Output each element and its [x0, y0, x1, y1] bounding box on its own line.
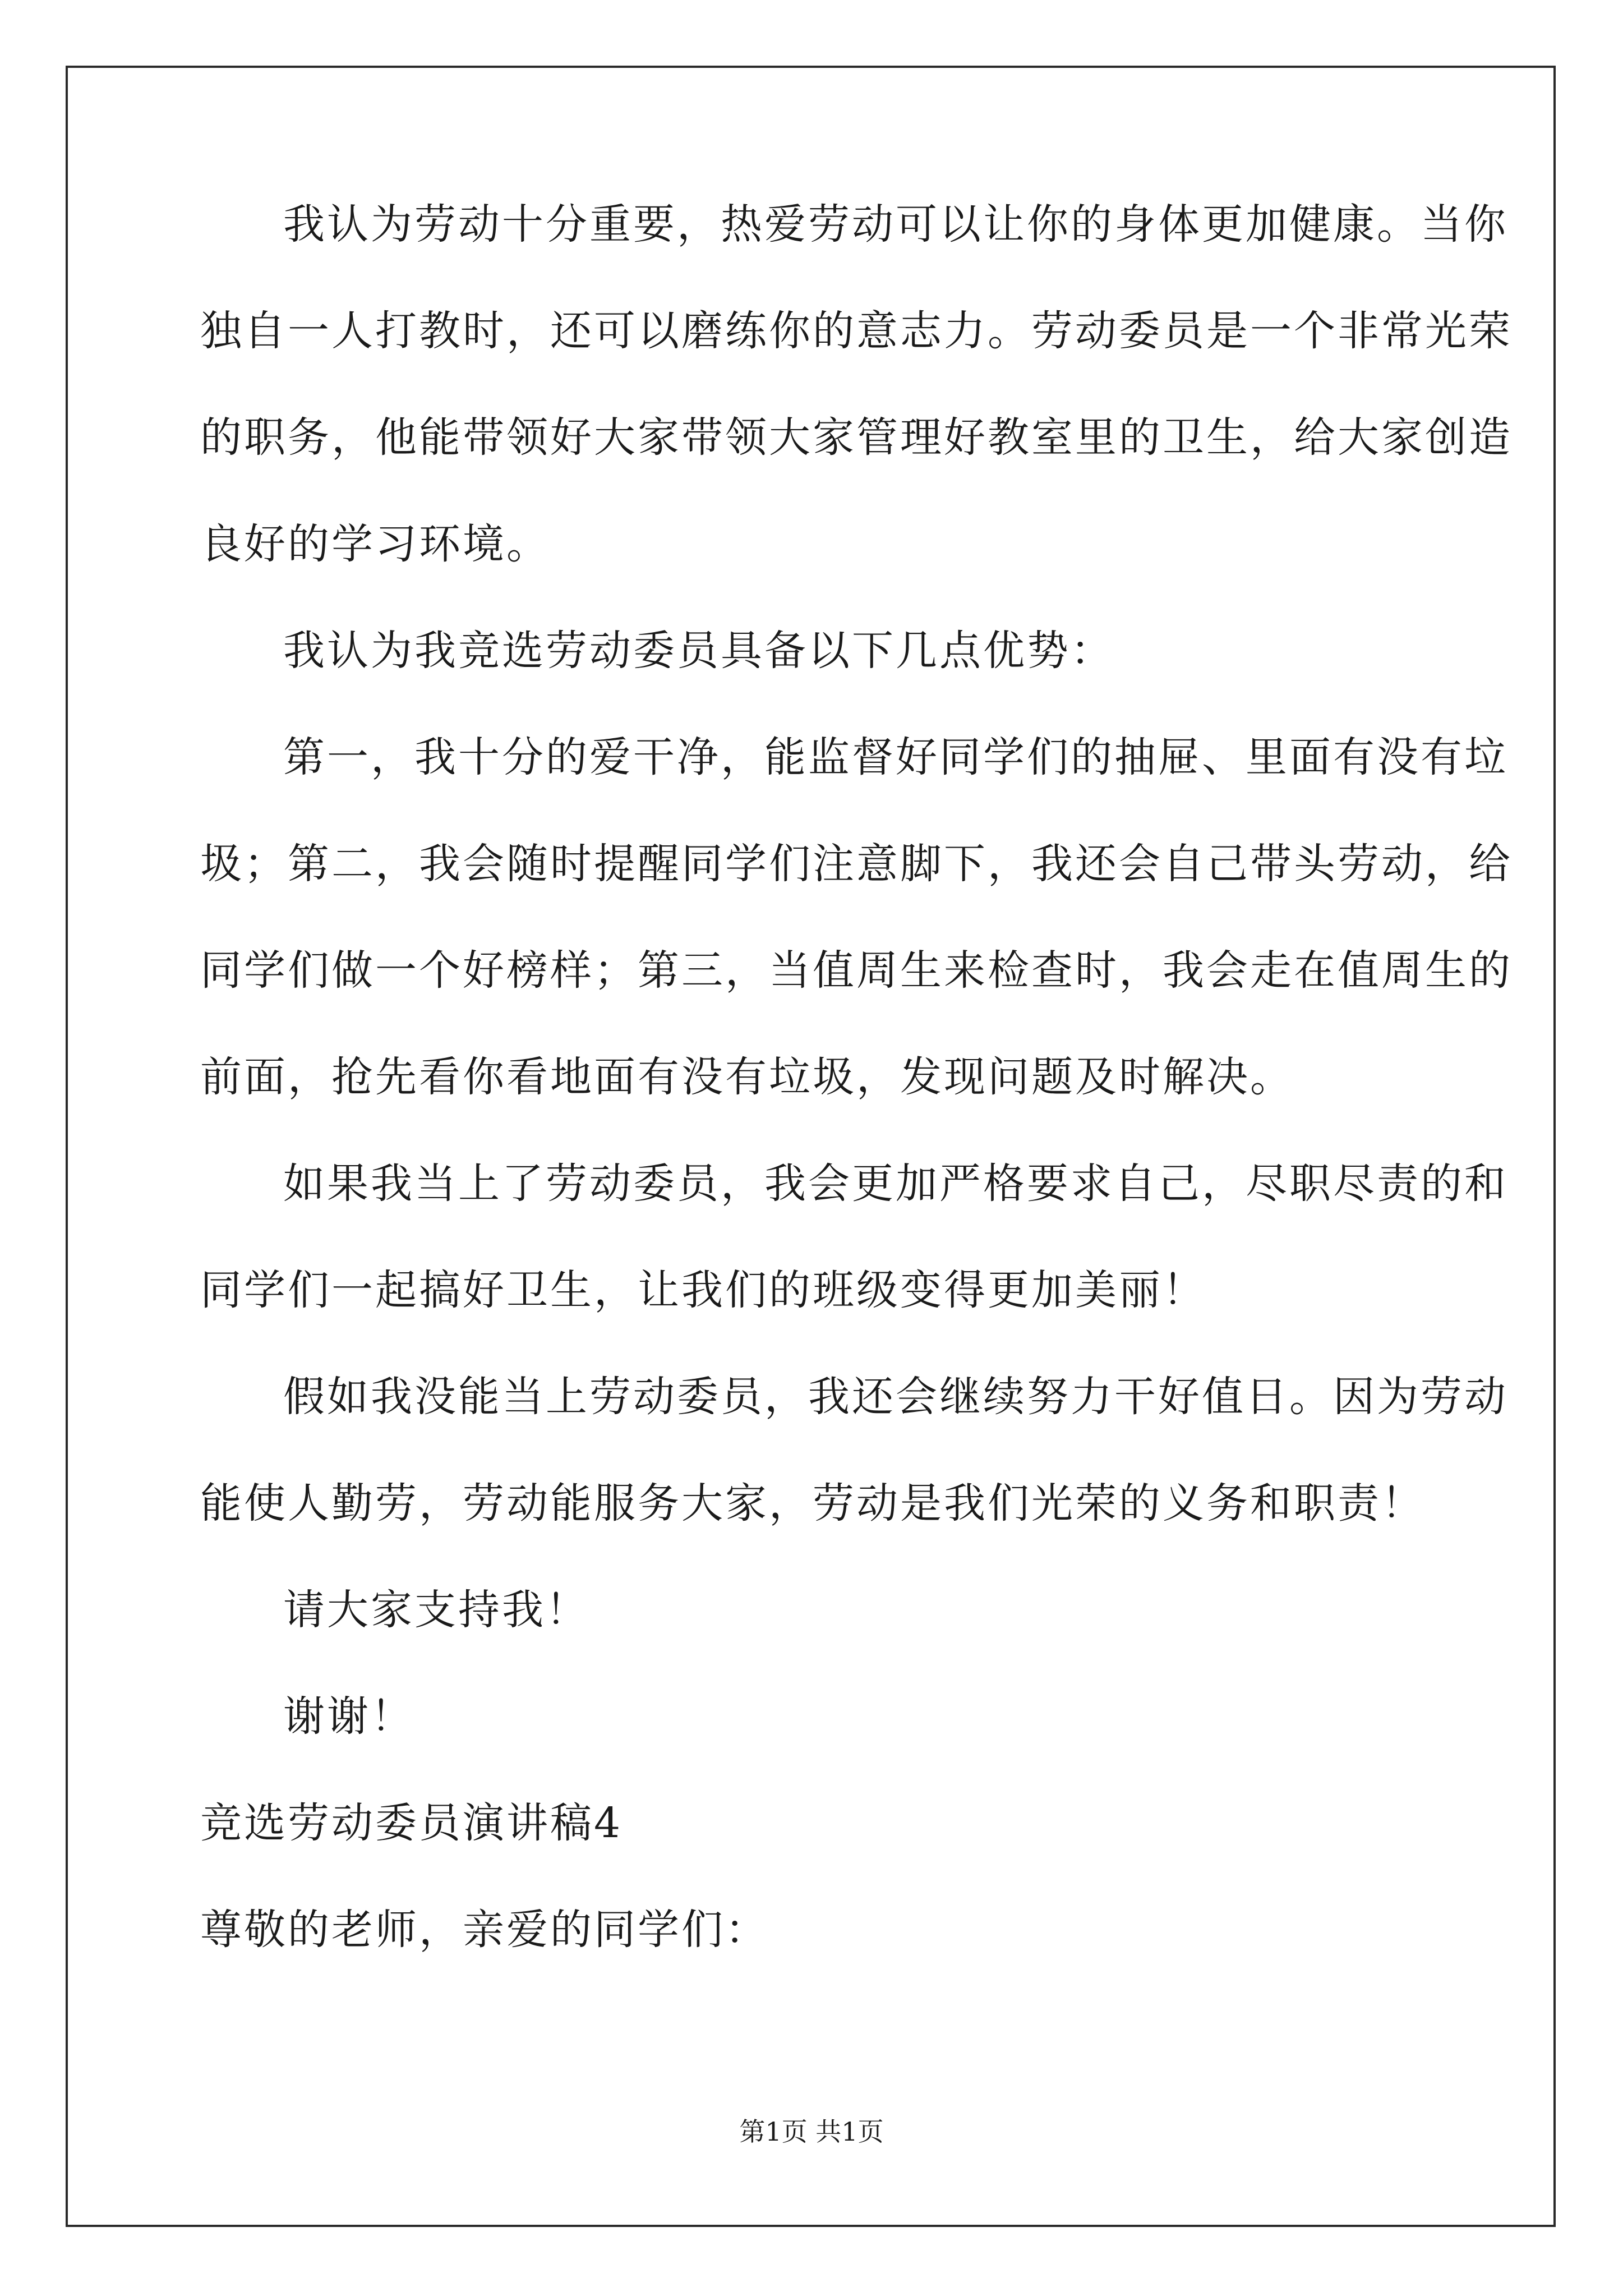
paragraph-line: 我认为劳动十分重要，热爱劳动可以让你的身体更加健康。当你 — [283, 200, 1508, 249]
paragraph-line: 良好的学习环境。 — [200, 520, 550, 568]
paragraph-line: 圾；第二，我会随时提醒同学们注意脚下，我还会自己带头劳动，给 — [200, 840, 1513, 888]
paragraph-line: 如果我当上了劳动委员，我会更加严格要求自己，尽职尽责的和 — [283, 1159, 1508, 1208]
paragraph-line: 的职务，他能带领好大家带领大家管理好教室里的卫生，给大家创造 — [200, 413, 1513, 462]
paragraph-line: 独自一人打教时，还可以磨练你的意志力。劳动委员是一个非常光荣 — [200, 307, 1513, 355]
paragraph-line: 同学们一起搞好卫生，让我们的班级变得更加美丽！ — [200, 1266, 1206, 1314]
page-footer: 第1页 共1页 — [739, 2116, 884, 2147]
paragraph-line: 第一，我十分的爱干净，能监督好同学们的抽屉、里面有没有垃 — [283, 733, 1508, 781]
paragraph-line: 我认为我竞选劳动委员具备以下几点优势： — [283, 627, 1114, 675]
paragraph-line: 假如我没能当上劳动委员，我还会继续努力干好值日。因为劳动 — [283, 1373, 1508, 1421]
paragraph-line: 前面，抢先看你看地面有没有垃圾，发现问题及时解决。 — [200, 1053, 1294, 1101]
salutation-line: 尊敬的老师，亲爱的同学们： — [200, 1906, 769, 1954]
paragraph-line: 同学们做一个好榜样；第三，当值周生来检查时，我会走在值周生的 — [200, 946, 1513, 995]
paragraph-line: 请大家支持我！ — [283, 1586, 589, 1634]
paragraph-line: 能使人勤劳，劳动能服务大家，劳动是我们光荣的义务和职责！ — [200, 1479, 1425, 1527]
section-heading: 竞选劳动委员演讲稿4 — [200, 1799, 623, 1847]
paragraph-line: 谢谢！ — [283, 1692, 414, 1741]
